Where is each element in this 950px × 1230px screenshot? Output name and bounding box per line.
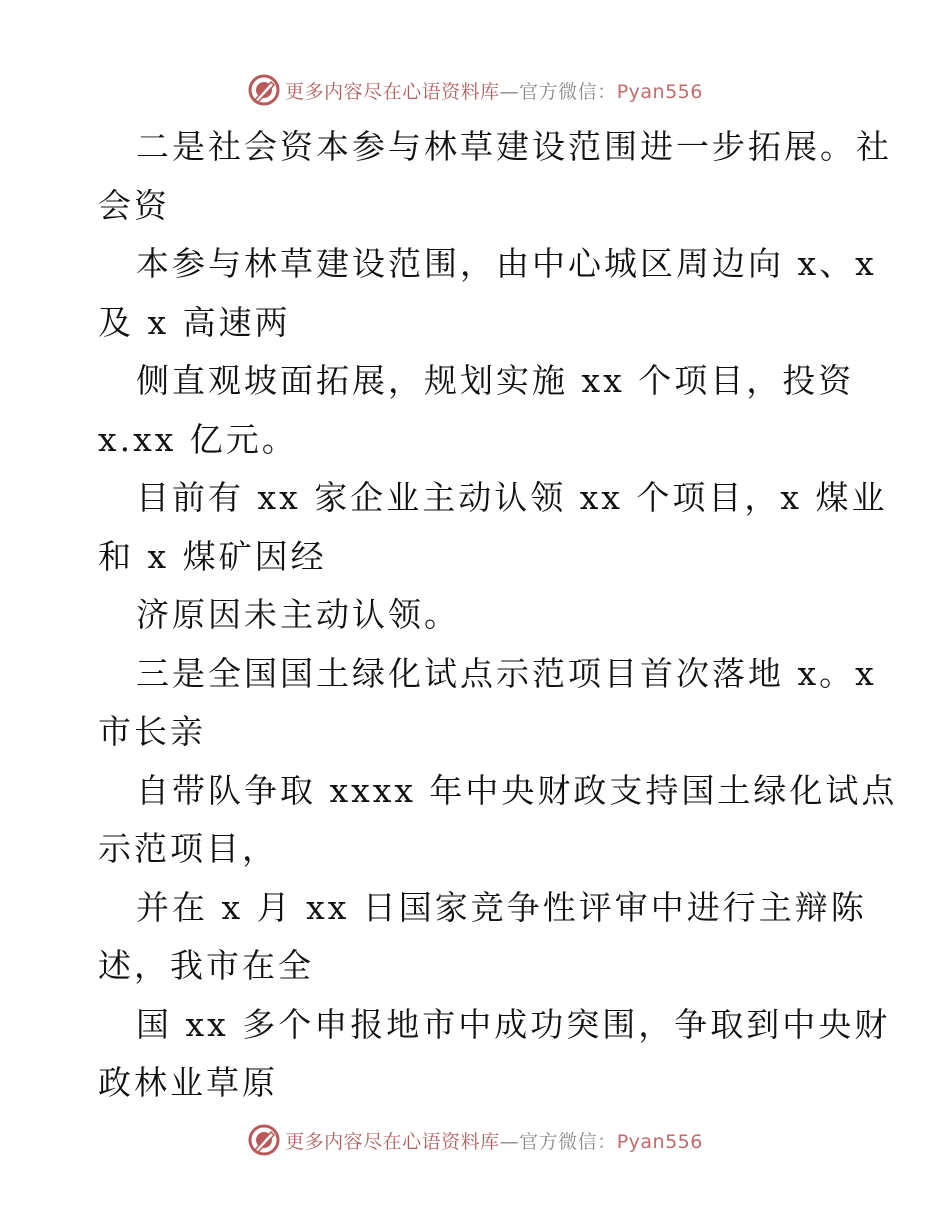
text-line: 和 x 煤矿因经: [98, 536, 327, 576]
header-watermark: [0, 72, 950, 108]
text-line: 示范项目，: [98, 829, 278, 868]
text-line: 政林业草原: [98, 1063, 278, 1102]
watermark-wechat-id: Pyan556: [616, 80, 703, 103]
pen-seal-icon: [247, 73, 281, 107]
text-line: 目前有 xx 家企业主动认领 xx 个项目，x 煤业: [136, 478, 888, 517]
text-line: 本参与林草建设范围，由中心城区周边向 x、x: [136, 244, 877, 283]
pen-seal-icon: [247, 1123, 281, 1157]
text-line: x.xx 亿元。: [98, 419, 298, 459]
text-line: 济原因未主动认领。: [136, 595, 460, 634]
text-line: 二是社会资本参与林草建设范围进一步拓展。社: [136, 127, 892, 166]
text-line: 三是全国国土绿化试点示范项目首次落地 x。x: [136, 653, 877, 693]
document-body: [98, 118, 898, 1113]
text-line: 及 x 高速两: [98, 302, 291, 342]
watermark-text: [285, 77, 703, 104]
text-line: 并在 x 月 xx 日国家竞争性评审中进行主辩陈: [136, 887, 867, 927]
watermark-main-text: 更多内容尽在心语资料库: [285, 80, 500, 103]
watermark-official-label: 官方微信：: [519, 1130, 617, 1153]
text-line: 国 xx 多个申报地市中成功突围，争取到中央财: [136, 1004, 891, 1044]
text-line: 侧直观坡面拓展，规划实施 xx 个项目，投资: [136, 361, 855, 400]
watermark-main-text: 更多内容尽在心语资料库: [285, 1130, 500, 1153]
watermark-wechat-id: Pyan556: [616, 1130, 703, 1153]
text-line: 自带队争取 xxxx 年中央财政支持国土绿化试点: [136, 770, 898, 810]
watermark-dash: —: [499, 80, 520, 103]
text-line: 述，我市在全: [98, 946, 314, 985]
footer-watermark: [0, 1122, 950, 1158]
watermark-dash: —: [499, 1130, 520, 1153]
watermark-official-label: 官方微信：: [519, 80, 617, 103]
text-line: 市长亲: [98, 712, 206, 751]
watermark-text: [285, 1127, 703, 1154]
text-line: 会资: [98, 185, 170, 225]
